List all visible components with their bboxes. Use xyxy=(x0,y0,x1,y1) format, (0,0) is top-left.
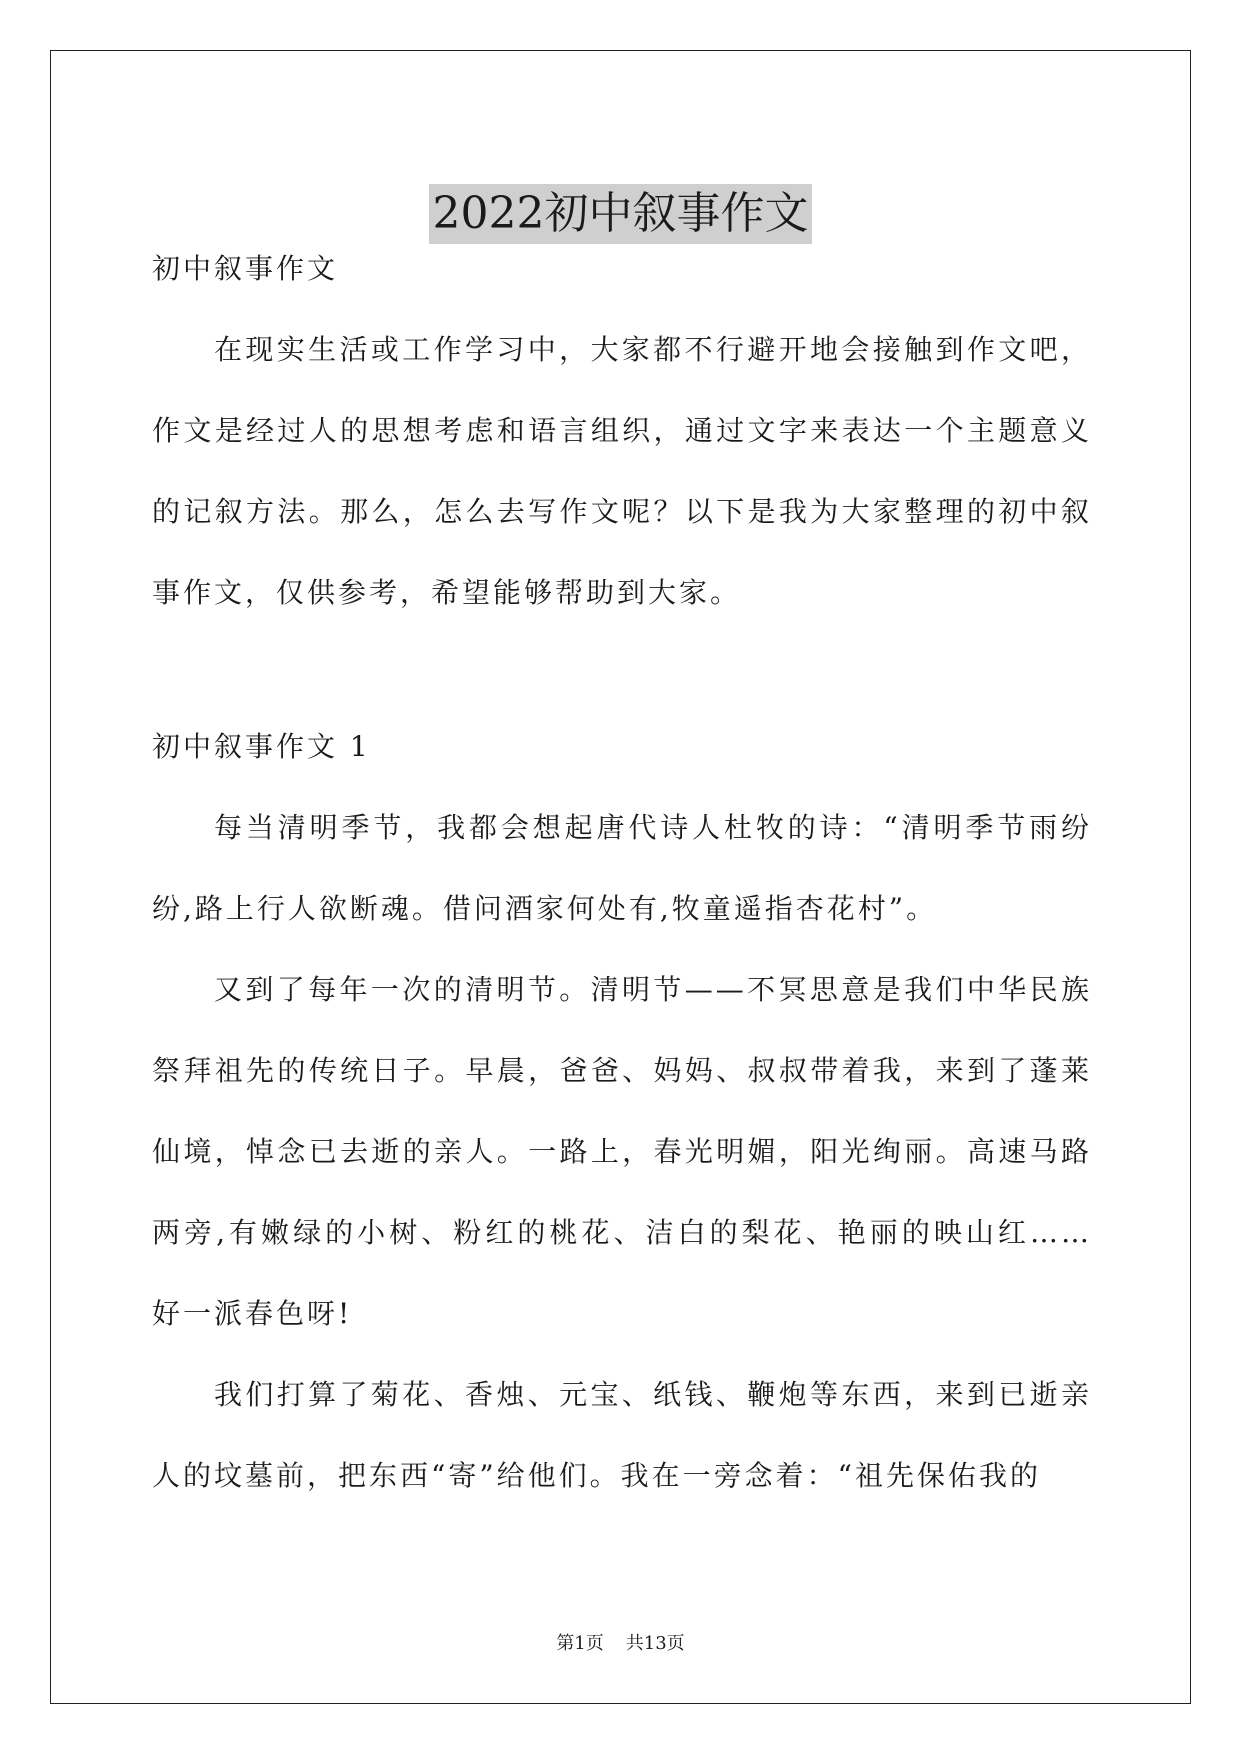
page-number-current: 第1页 xyxy=(556,1633,604,1654)
page-footer xyxy=(0,1632,1241,1656)
document-body xyxy=(152,228,1092,1516)
body-paragraph: 又到了每年一次的清明节。清明节——不冥思意是我们中华民族祭拜祖先的传统日子。早晨，爸爸、妈妈、叔叔带着我，来到了蓬莱仙境，悼念已去逝的亲人。一路上，春光明媚，阳光绚丽。高速马路两旁,有嫩绿的小树、粉红的桃花、洁白的梨花、艳丽的映山红……好一派春色呀! xyxy=(152,973,1092,1330)
section-spacer xyxy=(152,633,1092,706)
document-title: 2022初中叙事作文 xyxy=(429,184,813,244)
intro-paragraph: 在现实生活或工作学习中，大家都不行避开地会接触到作文吧，作文是经过人的思想考虑和语言组织，通过文字来表达一个主题意义的记叙方法。那么，怎么去写作文呢？以下是我为大家整理的初中叙事作文，仅供参考，希望能够帮助到大家。 xyxy=(152,333,1092,609)
section-heading: 初中叙事作文 1 xyxy=(152,730,371,763)
page-number-total: 共13页 xyxy=(625,1633,685,1654)
body-paragraph: 我们打算了菊花、香烛、元宝、纸钱、鞭炮等东西，来到已逝亲人的坟墓前，把东西“寄”给他们。我在一旁念着：“祖先保佑我的 xyxy=(152,1378,1092,1492)
body-paragraph: 每当清明季节，我都会想起唐代诗人杜牧的诗：“清明季节雨纷纷,路上行人欲断魂。借问酒家何处有,牧童遥指杏花村”。 xyxy=(152,811,1092,925)
intro-heading: 初中叙事作文 xyxy=(152,252,339,285)
